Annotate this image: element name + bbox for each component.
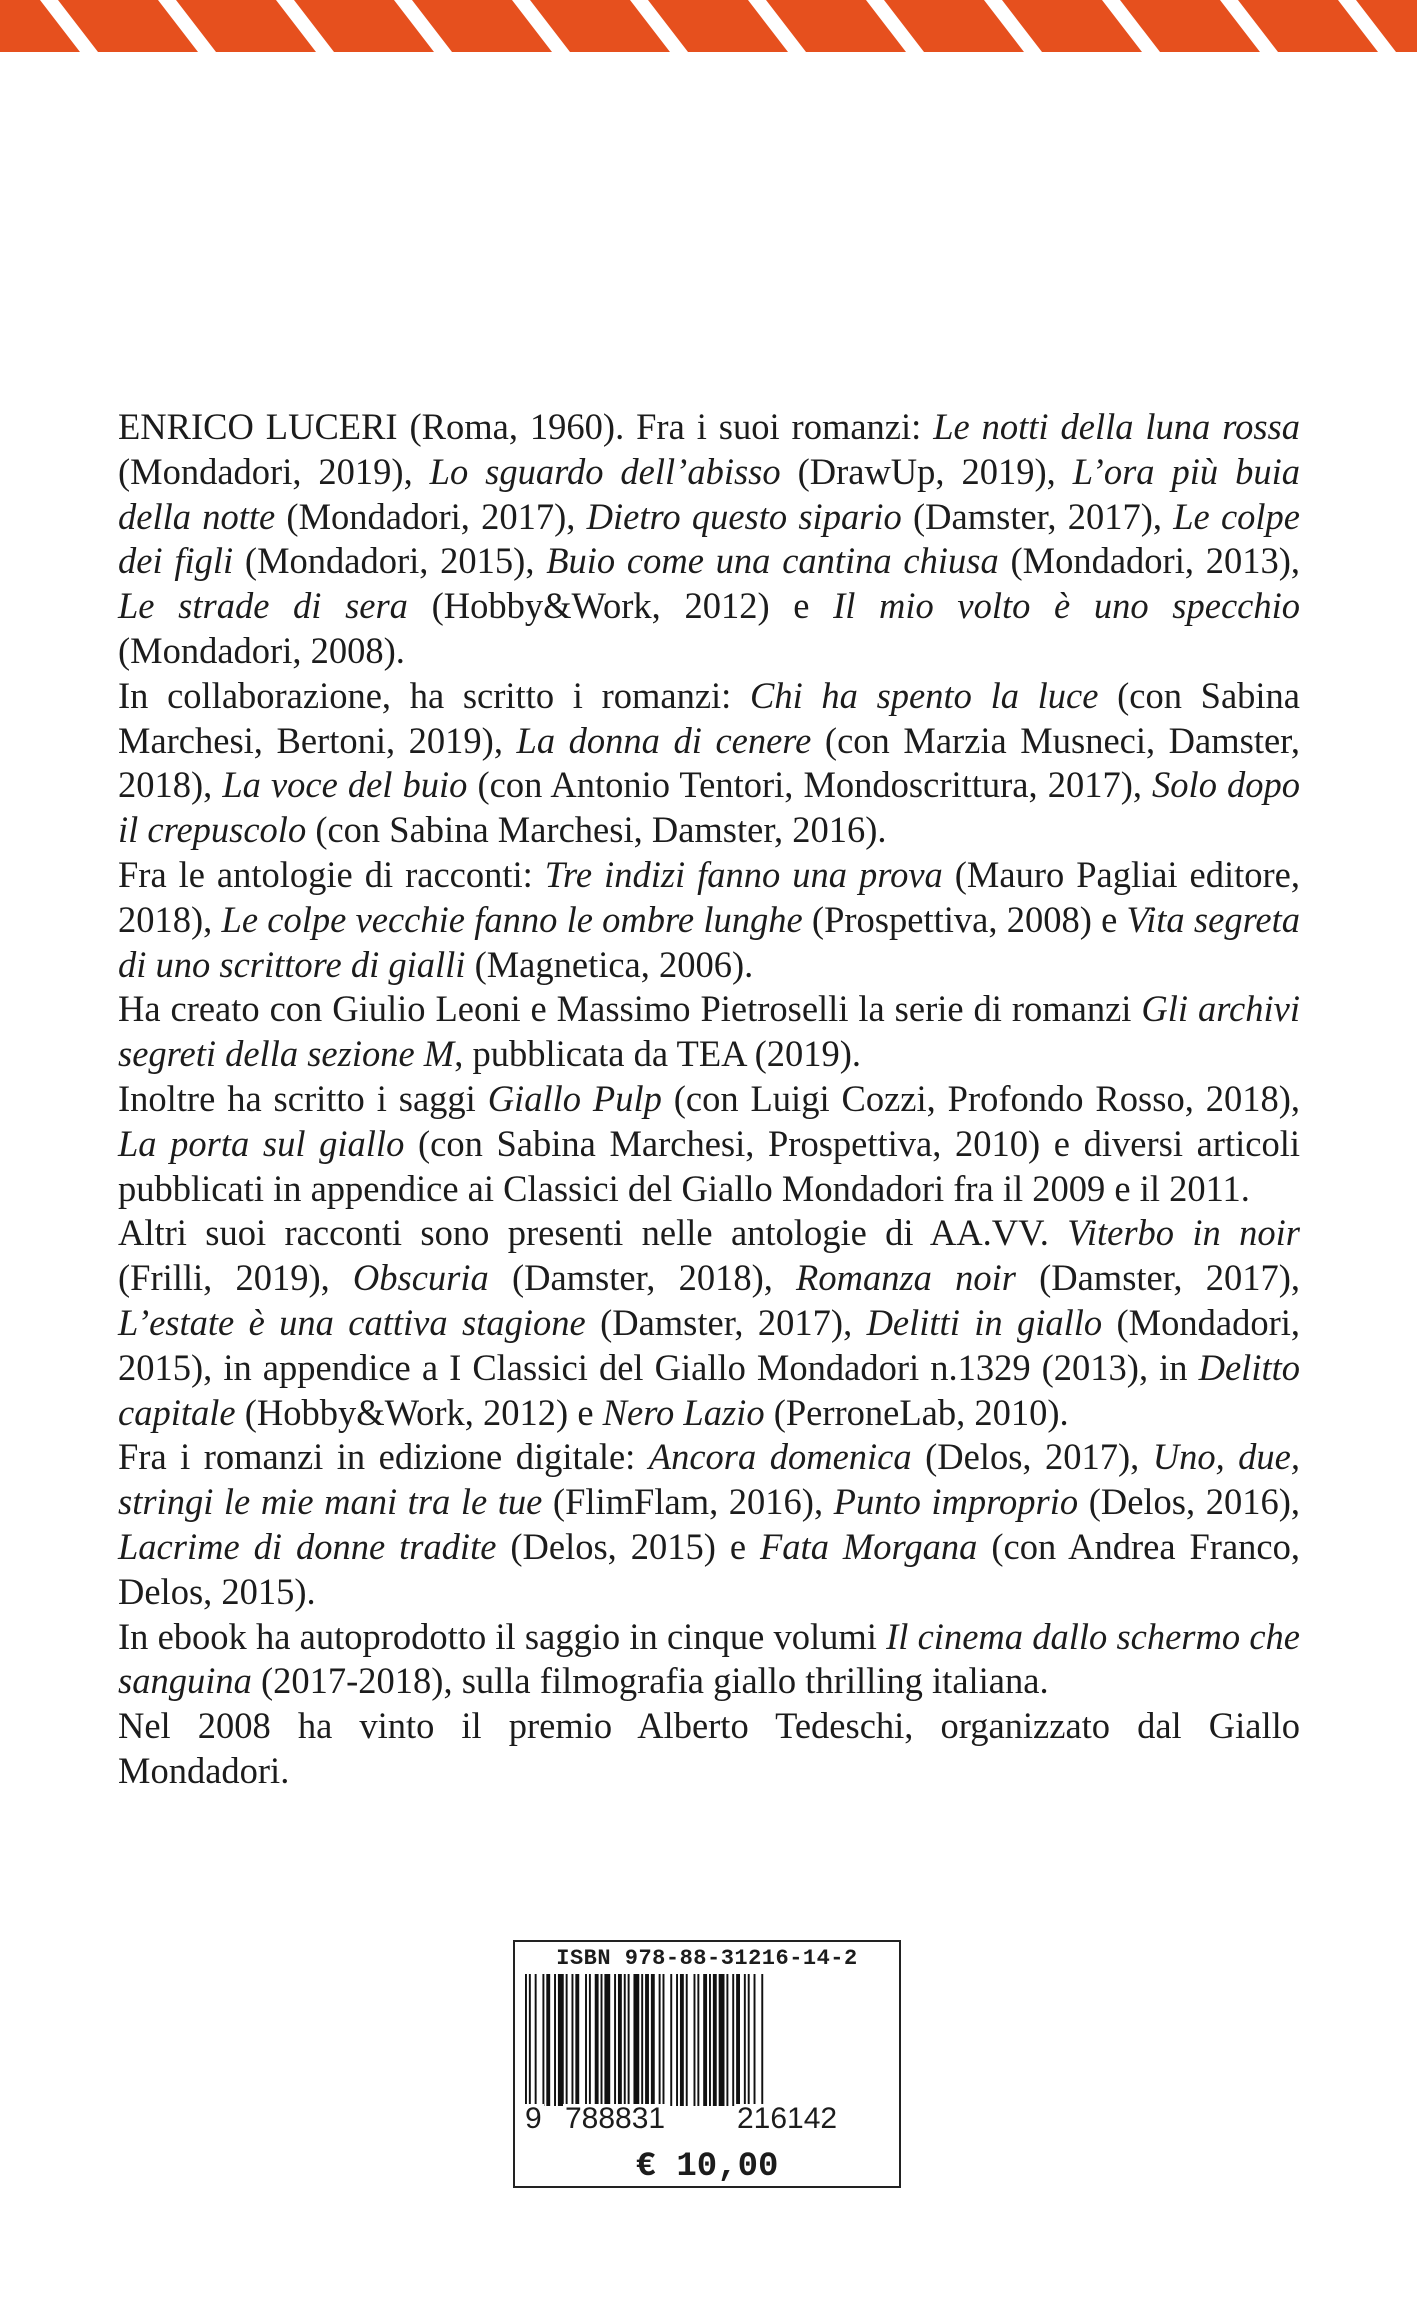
bio-paragraph — [118, 1615, 1300, 1705]
bio-title: Viterbo in noir — [1067, 1212, 1300, 1254]
barcode-bar — [624, 1974, 626, 2106]
bio-text: (Damster, 2018), — [488, 1257, 797, 1299]
bio-paragraph — [118, 1704, 1300, 1794]
bio-paragraph — [118, 405, 1300, 674]
barcode-bar — [748, 1974, 750, 2106]
bio-text: (Delos, 2016), — [1078, 1481, 1300, 1523]
bio-text: Fra i romanzi in edizione digitale: — [118, 1436, 649, 1478]
barcode-bar — [575, 1974, 579, 2106]
barcode-bar — [713, 1974, 717, 2106]
band-fill — [0, 0, 1417, 52]
barcode-bar — [744, 1974, 746, 2106]
bio-text: In collaborazione, ha scritto i romanzi: — [118, 674, 750, 716]
barcode-left-digits: 788831 — [565, 2102, 666, 2135]
bio-text: (Damster, 2017), — [585, 1301, 867, 1343]
bio-text: Fra le antologie di racconti: — [118, 853, 545, 895]
bio-text: (con Marzia Musneci, Damster, 2018), — [118, 719, 1300, 806]
barcode-bar — [558, 1974, 564, 2106]
bio-title: Dietro questo sipario — [586, 495, 902, 537]
barcode-bar — [663, 1974, 665, 2106]
bio-text: Inoltre ha scritto i saggi — [118, 1077, 488, 1119]
bio-text: (PerroneLab, 2010). — [764, 1391, 1069, 1433]
barcode-bar — [754, 1974, 756, 2106]
bio-text: (con Antonio Tentori, Mondoscrittura, 2017), — [467, 764, 1153, 806]
bio-title: Lo sguardo dell’abisso — [429, 450, 781, 492]
barcode-bar — [719, 1974, 725, 2106]
bio-text: (con Luigi Cozzi, Profondo Rosso, 2018), — [661, 1077, 1301, 1119]
bio-text: (Damster, 2017), — [901, 495, 1174, 537]
bio-title: Gli archivi segreti della sezione M — [118, 988, 1300, 1075]
bio-text: (Mondadori, 2015), — [233, 540, 547, 582]
barcode-bar — [614, 1974, 616, 2106]
bio-text: (con Andrea Franco, Delos, 2015). — [118, 1525, 1300, 1612]
barcode-bar — [554, 1974, 556, 2106]
barcode-bar — [670, 1974, 672, 2106]
bio-title: L’ora più buia della notte — [118, 450, 1300, 537]
barcode-bar — [604, 1974, 610, 2106]
bio-text: (con Sabina Marchesi, Bertoni, 2019), — [118, 674, 1300, 761]
bio-text: (con Sabina Marchesi, Prospettiva, 2010) e diversi articoli pubblicati in appendice ai Classici del Giallo Mondadori fra il 2009 e il 2011. — [118, 1122, 1300, 1209]
bio-title: Le strade di sera — [118, 585, 408, 627]
barcode-bar — [595, 1974, 599, 2106]
bio-text: (Frilli, 2019), — [118, 1257, 353, 1299]
bio-title: L’estate è una cattiva stagione — [118, 1301, 586, 1343]
barcode-bar — [618, 1974, 622, 2106]
bio-title: Chi ha spento la luce — [750, 674, 1099, 716]
barcode-bar — [589, 1974, 591, 2106]
bio-paragraph — [118, 1435, 1300, 1614]
barcode-bar — [628, 1974, 630, 2106]
bio-text: (Magnetica, 2006). — [465, 943, 754, 985]
bio-title: La porta sul giallo — [118, 1122, 405, 1164]
barcode-bar — [641, 1974, 643, 2106]
bio-title: Delitto capitale — [118, 1346, 1300, 1433]
barcode-bar — [709, 1974, 711, 2106]
bio-paragraph — [118, 1077, 1300, 1211]
bio-title: Vita segreta di uno scrittore di gialli — [118, 898, 1301, 985]
bio-title: Giallo Pulp — [487, 1077, 662, 1119]
bio-text: (Hobby&Work, 2012) e — [407, 585, 834, 627]
bio-title: La donna di cenere — [516, 719, 812, 761]
bio-text: Ha creato con Giulio Leoni e Massimo Pietroselli la serie di romanzi — [118, 988, 1142, 1030]
bio-title: Obscuria — [352, 1257, 489, 1299]
bio-title: Lacrime di donne tradite — [118, 1525, 497, 1567]
bio-title: Punto improprio — [833, 1481, 1079, 1523]
bio-text: , pubblicata da TEA (2019). — [454, 1033, 862, 1075]
barcode-bar — [542, 1974, 544, 2106]
bio-title: Tre indizi fanno una prova — [544, 853, 943, 895]
bio-title: Uno, due, stringi le mie mani tra le tue — [118, 1436, 1301, 1523]
barcode-bar — [546, 1974, 550, 2106]
barcode-first-digit: 9 — [525, 2102, 542, 2135]
bio-text: (Hobby&Work, 2012) e — [235, 1391, 603, 1433]
barcode-bar — [703, 1974, 707, 2106]
bio-text: (Mondadori, 2008). — [118, 629, 405, 671]
bio-text: ENRICO LUCERI (Roma, 1960). Fra i suoi romanzi: — [118, 406, 934, 447]
bio-text: (DrawUp, 2019), — [780, 450, 1073, 492]
barcode-bar — [535, 1974, 537, 2106]
bio-text: Nel 2008 ha vinto il premio Alberto Tedeschi, organizzato dal Giallo Mondadori. — [118, 1705, 1300, 1791]
bio-title: Romanza noir — [796, 1257, 1016, 1299]
barcode-bar — [633, 1974, 639, 2106]
barcode-bar — [726, 1974, 728, 2106]
bio-text: (Mondadori, 2013), — [998, 540, 1301, 582]
barcode-bar — [585, 1974, 587, 2106]
bio-title: Nero Lazio — [602, 1391, 765, 1433]
barcode-right-digits: 216142 — [737, 2102, 838, 2135]
barcode-bar — [697, 1974, 699, 2106]
isbn-barcode — [513, 1940, 901, 2188]
bio-title: Fata Morgana — [760, 1525, 978, 1567]
bio-text: (Prospettiva, 2008) e — [802, 898, 1127, 940]
barcode-bar — [694, 1974, 696, 2106]
bio-text: (Delos, 2017), — [911, 1436, 1153, 1478]
bio-text: In ebook ha autoprodotto il saggio in cinque volumi — [118, 1615, 887, 1657]
bio-title: Le notti della luna rossa — [933, 406, 1300, 447]
barcode-bar — [601, 1974, 603, 2106]
isbn-label: ISBN 978-88-31216-14-2 — [556, 1946, 858, 1971]
price-label: € 10,00 — [635, 2148, 779, 2186]
top-decorative-band — [0, 0, 1417, 52]
bio-title: Delitti in giallo — [866, 1301, 1103, 1343]
bio-text: (Mauro Pagliai editore, 2018), — [118, 853, 1301, 940]
bio-text: (con Sabina Marchesi, Damster, 2016). — [306, 809, 887, 851]
bio-title: Buio come una cantina chiusa — [546, 540, 999, 582]
bio-paragraph — [118, 853, 1300, 987]
slanted-stripes-pattern — [0, 0, 1417, 52]
bio-title: Solo dopo il crepuscolo — [118, 764, 1300, 851]
bio-text: (Mondadori, 2017), — [275, 495, 587, 537]
barcode-bar — [676, 1974, 678, 2106]
bio-paragraph — [118, 1211, 1300, 1435]
bio-title: Le colpe dei figli — [118, 495, 1301, 582]
barcode-bar — [732, 1974, 734, 2106]
bio-text: (FlimFlam, 2016), — [542, 1481, 834, 1523]
bio-paragraph — [118, 674, 1300, 853]
barcode-bar — [680, 1974, 684, 2106]
barcode-bar — [686, 1974, 688, 2106]
bio-title: Il mio volto è uno specchio — [833, 585, 1300, 627]
barcode-bar — [566, 1974, 568, 2106]
barcode-digits — [523, 2104, 893, 2134]
bio-text: Altri suoi racconti sono presenti nelle antologie di AA.VV. — [118, 1212, 1068, 1254]
barcode-bar — [736, 1974, 740, 2106]
bio-title: Le colpe vecchie fanno le ombre lunghe — [221, 898, 803, 940]
bio-text: (2017-2018), sulla filmografia giallo thrilling italiana. — [251, 1660, 1049, 1702]
bio-title: Il cinema dallo schermo che sanguina — [118, 1615, 1300, 1702]
bio-paragraph — [118, 987, 1300, 1077]
author-biography — [118, 405, 1300, 1794]
bio-title: La voce del buio — [222, 764, 468, 806]
bio-text: (Mondadori, 2015), in appendice a I Classici del Giallo Mondadori n.1329 (2013), in — [118, 1301, 1301, 1388]
barcode-bar — [645, 1974, 649, 2106]
bio-title: Ancora domenica — [648, 1436, 912, 1478]
bio-text: (Mondadori, 2019), — [118, 450, 430, 492]
bio-text: (Delos, 2015) e — [496, 1525, 761, 1567]
bio-text: (Damster, 2017), — [1015, 1257, 1301, 1299]
barcode-bar — [571, 1974, 573, 2106]
